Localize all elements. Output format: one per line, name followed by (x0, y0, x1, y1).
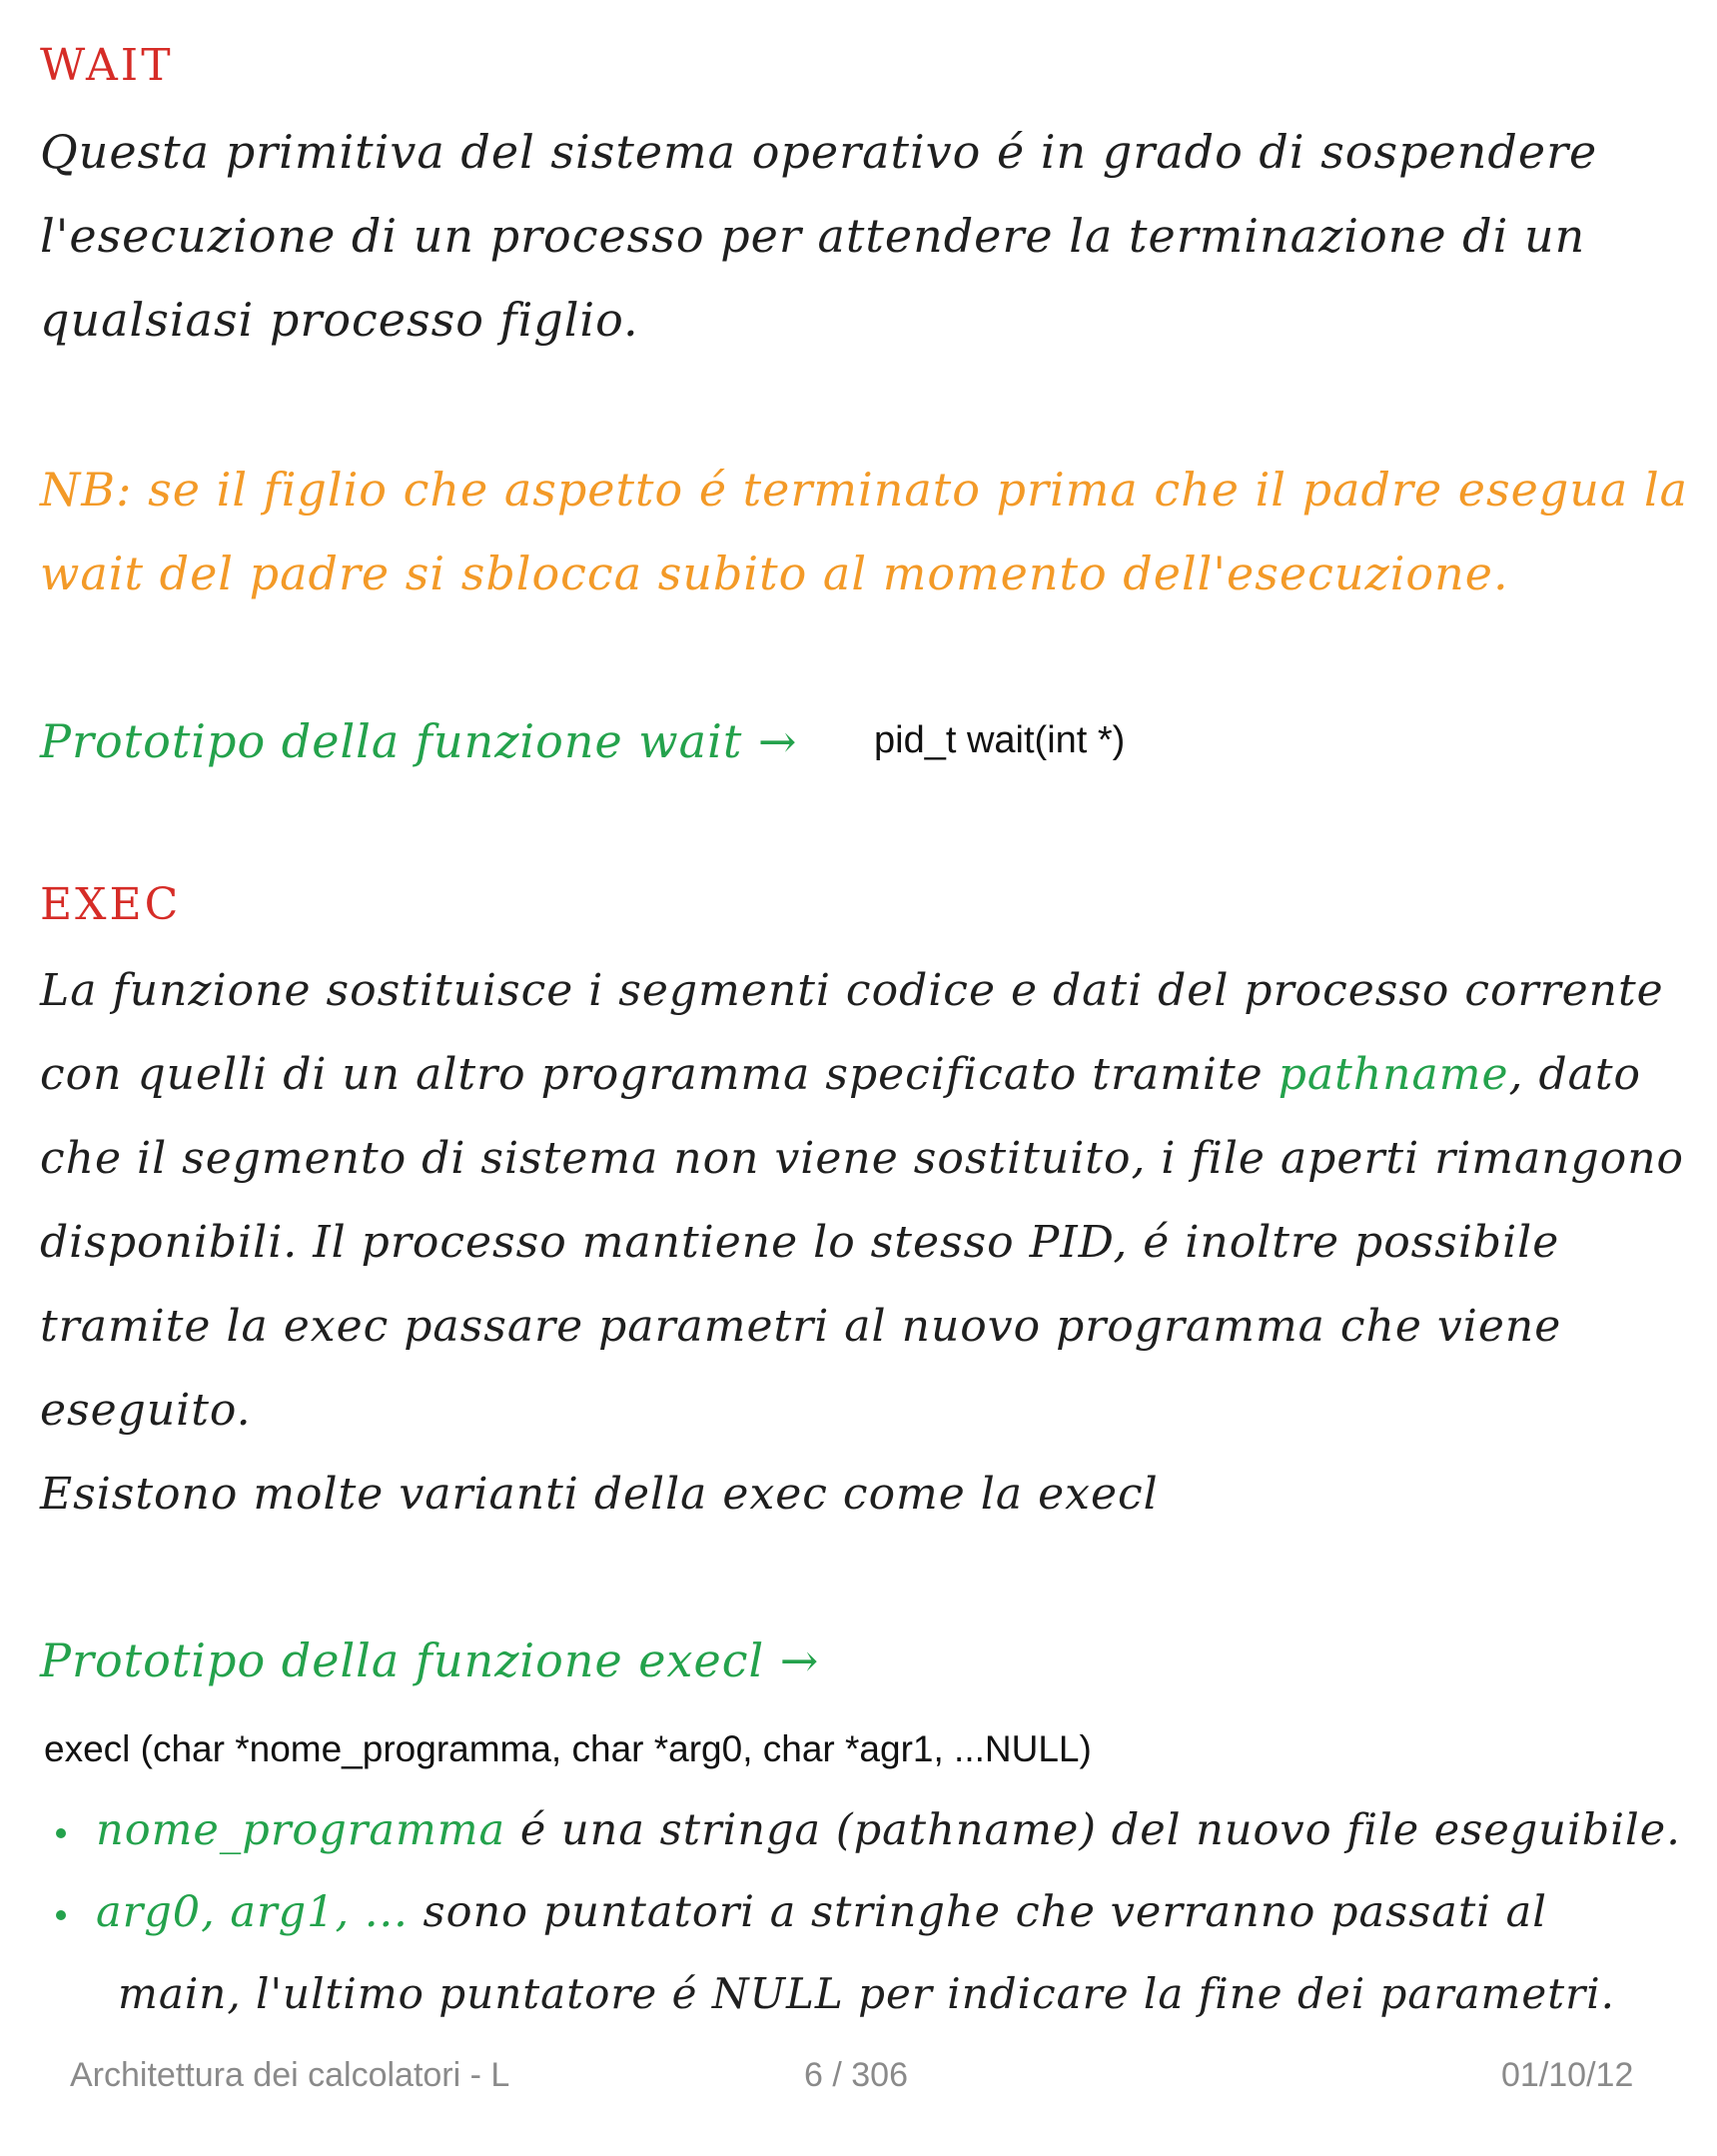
bullet-1-dot (56, 1828, 66, 1838)
wait-line-2: l'esecuzione di un processo per attendere la terminazione di un (40, 209, 1586, 263)
exec-line-3: che il segmento di sistema non viene sostituito, i file aperti rimangono (40, 1133, 1685, 1184)
exec-line-4: disponibili. Il processo mantiene lo stesso PID, é inoltre possibile (40, 1217, 1560, 1268)
footer-course-title: Architettura dei calcolatori - L (70, 2056, 510, 2094)
exec-line-2-tail: , dato (1508, 1049, 1642, 1100)
bullet-2 (96, 1870, 1547, 1954)
exec-line-6: eseguito. (40, 1385, 252, 1436)
bullet-2-term: arg0, arg1, ... (96, 1887, 409, 1937)
exec-line-2 (40, 1033, 1641, 1117)
exec-line-2-text: con quelli di un altro programma specificato tramite (40, 1049, 1264, 1100)
bullet-1-term: nome_programma (96, 1805, 506, 1855)
wait-heading: WAIT (40, 40, 174, 91)
execl-prototype-code: execl (char *nome_programma, char *arg0, char *agr1, ...NULL) (44, 1728, 1092, 1769)
bullet-1 (96, 1788, 1681, 1872)
wait-prototype-code: pid_t wait(int *) (874, 719, 1126, 761)
nb-line-1: NB: se il figlio che aspetto é terminato prima che il padre esegua la (40, 463, 1689, 517)
wait-line-1: Questa primitiva del sistema operativo é in grado di sospendere (40, 125, 1598, 179)
footer-date: 01/10/12 (1501, 2056, 1634, 2094)
nb-line-2: wait del padre si sblocca subito al momento dell'esecuzione. (40, 546, 1509, 600)
bullet-2-dot (56, 1910, 66, 1920)
wait-prototype-label: Prototipo della funzione wait → (40, 714, 798, 768)
exec-line-1: La funzione sostituisce i segmenti codice e dati del processo corrente (40, 965, 1664, 1016)
pathname-term: pathname (1278, 1049, 1509, 1100)
bullet-2-continuation: main, l'ultimo puntatore é NULL per indicare la fine dei parametri. (118, 1969, 1615, 2018)
bullet-2-text: sono puntatori a stringhe che verranno passati al (423, 1887, 1548, 1937)
footer-page-number: 6 / 306 (804, 2056, 908, 2094)
bullet-1-text: é una stringa (pathname) del nuovo file eseguibile. (519, 1805, 1681, 1855)
exec-heading: EXEC (40, 879, 182, 930)
wait-line-3: qualsiasi processo figlio. (40, 293, 639, 347)
execl-prototype-label: Prototipo della funzione execl → (40, 1633, 820, 1687)
exec-line-7: Esistono molte varianti della exec come la execl (40, 1469, 1159, 1520)
exec-line-5: tramite la exec passare parametri al nuovo programma che viene (40, 1301, 1562, 1352)
